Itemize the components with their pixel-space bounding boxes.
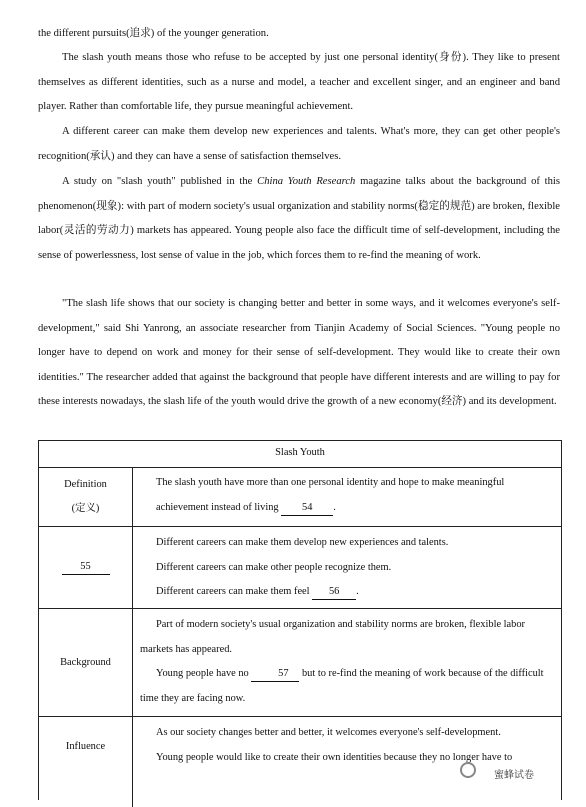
influence-line-1: As our society changes better and better, it welcomes everyone's self-development. xyxy=(156,727,501,738)
watermark-text: 蜜蜂试卷 xyxy=(494,770,534,781)
influence-label: Influence xyxy=(65,741,106,752)
blank-55[interactable]: 55 xyxy=(62,560,110,575)
background-line-2-b: but to re-find the meaning of work because of the difficult time they are facing now. xyxy=(140,668,544,704)
row-55-line-3-a: Different careers can make them feel xyxy=(156,586,313,597)
blank-54[interactable]: 54 xyxy=(281,501,333,516)
background-line-1: Part of modern society's usual organization and stability norms are broken, flexible labor markets has appeared. xyxy=(140,619,526,655)
blank-57[interactable]: 57 xyxy=(251,667,299,682)
paragraph-2 xyxy=(38,120,560,169)
magazine-title: China Youth Research xyxy=(257,176,356,187)
row-55-line-2: Different careers can make other people recognize them. xyxy=(156,561,392,573)
table-row-background xyxy=(39,609,561,717)
paragraph-3-text-b: magazine talks about the background of this phenomenon(现象): with part of modern society's usual organization and stability norms(稳定的规范) are broken, flexible labor(灵活的劳动力) markets has appeared. Young people also face the difficult time of self-development, including the sense of powerlessness, lost sense of value in the job, which forces them to re-find the meaning of work. xyxy=(38,176,560,261)
paragraph-4 xyxy=(38,292,560,415)
row-55-content-cell xyxy=(134,527,561,608)
paragraph-0-text: the different pursuits(追求) of the younger generation. xyxy=(38,28,269,39)
watermark-logo xyxy=(460,760,580,780)
row-55-line-3 xyxy=(156,580,555,605)
paragraph-1 xyxy=(38,46,560,120)
slash-youth-table xyxy=(38,440,562,800)
influence-label-cell xyxy=(39,717,133,807)
definition-label-cell xyxy=(39,467,133,526)
table-row-55 xyxy=(39,527,561,609)
paragraph-3-text-a: A study on "slash youth" published in the xyxy=(62,176,258,187)
paragraph-2-text: A different career can make them develop new experiences and talents. What's more, they can get other people's recognition(承认) and they can have a sense of satisfaction themselves. xyxy=(38,126,560,162)
paragraph-0 xyxy=(38,22,560,47)
background-label-cell xyxy=(39,609,133,716)
background-line-2 xyxy=(140,662,555,711)
definition-text-b: . xyxy=(333,501,336,513)
row-55-line-3-b: . xyxy=(356,586,359,597)
background-line-2-a: Young people have no xyxy=(156,668,252,679)
background-content-cell xyxy=(134,609,561,716)
table-title: Slash Youth xyxy=(39,441,561,468)
paragraph-4-text: "The slash life shows that our society is changing better and better in some ways, and it welcomes everyone's self-development," said Shi Yanrong, an associate researcher from Tianjin Academy of Social Sciences. "Young people no longer have to depend on work and money for their sense of self-development. They would like to create their own identities." The researcher added that against the background that people have different interests and are willing to pay for these interests nowadays, the slash life of the youth would drive the growth of a new economy(经济) and its development. xyxy=(38,298,560,408)
definition-text-a: The slash youth have more than one personal identity and hope to make meaningful achievement instead of living xyxy=(156,477,505,513)
influence-line-2: Young people would like to create their own identities because they no longer have to xyxy=(156,751,513,763)
table-row-definition xyxy=(39,467,561,527)
definition-content-cell xyxy=(134,467,561,526)
definition-label-cn: (定义) xyxy=(71,502,100,514)
row-55-label-cell xyxy=(39,527,133,608)
paragraph-1-text: The slash youth means those who refuse to be accepted by just one personal identity(身份). They like to present themselves as different identities, such as a nurse and model, a teacher and excellent singer, and an engineer and band player. Rather than comfortable life, they pursue meaningful achievement. xyxy=(38,52,560,113)
paragraph-3 xyxy=(38,170,560,268)
blank-56[interactable]: 56 xyxy=(312,585,356,600)
background-label: Background xyxy=(60,656,111,668)
watermark-circle-icon xyxy=(460,762,476,778)
definition-label-en: Definition xyxy=(64,478,107,490)
row-55-line-1: Different careers can make them develop new experiences and talents. xyxy=(156,537,449,548)
